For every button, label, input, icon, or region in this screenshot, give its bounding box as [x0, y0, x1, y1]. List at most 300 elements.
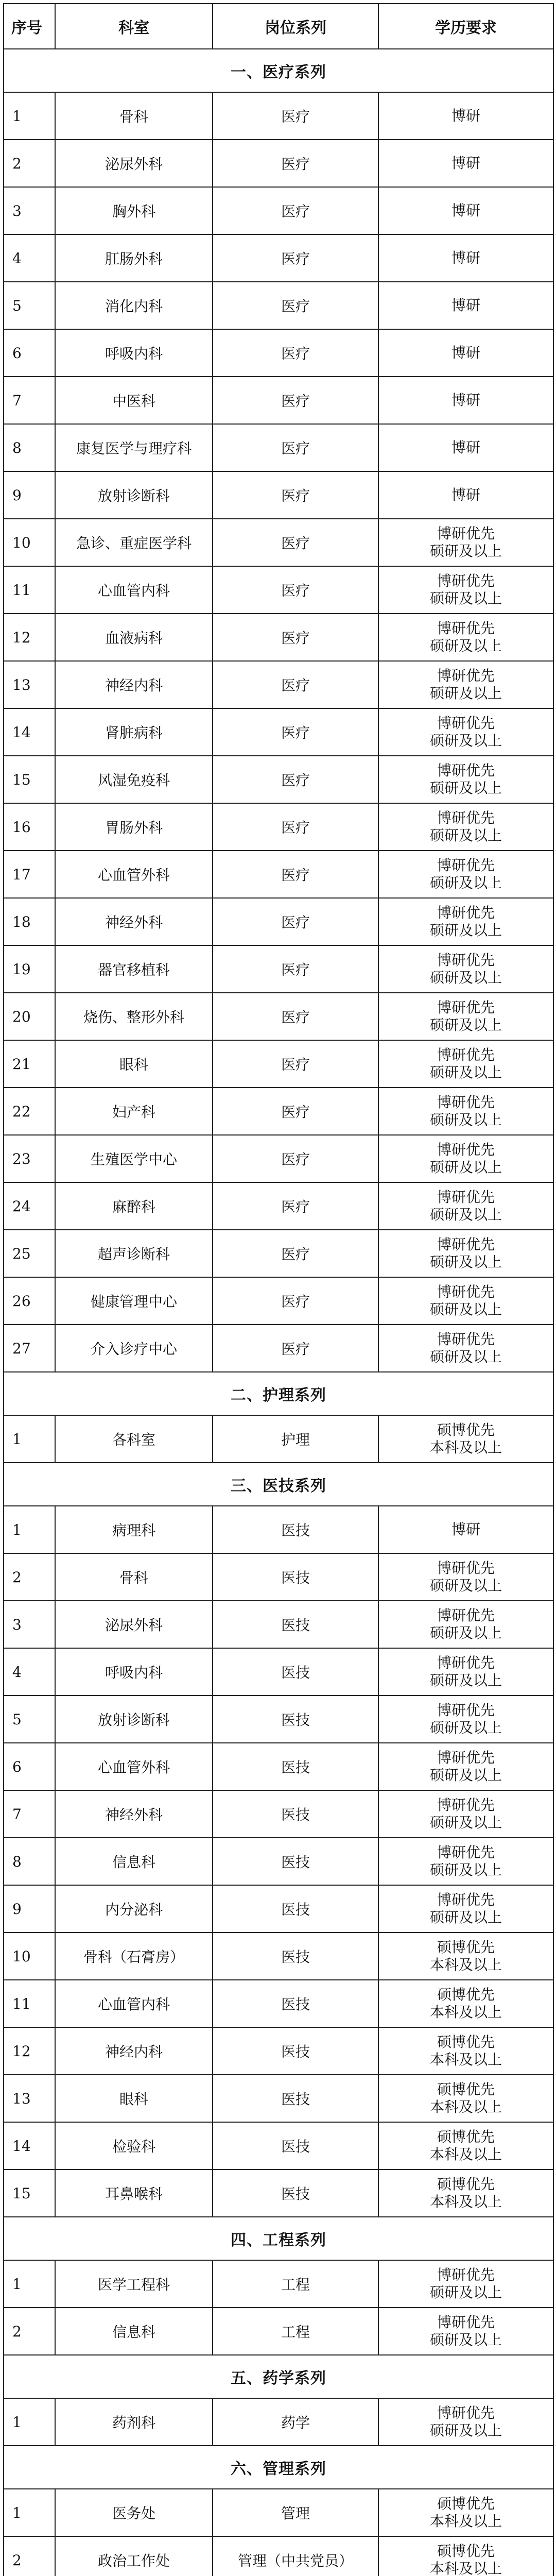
section-title: 二、护理系列	[4, 1372, 553, 1415]
row-education	[378, 1230, 553, 1277]
row-education	[378, 2489, 553, 2536]
row-index: 16	[4, 803, 55, 851]
row-position-series: 医疗	[213, 1088, 378, 1135]
row-index: 8	[4, 424, 55, 471]
row-position-series: 医疗	[213, 756, 378, 803]
education-line: 硕博优先	[437, 2033, 495, 2050]
row-education	[378, 1601, 553, 1648]
row-index: 10	[4, 519, 55, 566]
table-row	[4, 708, 553, 756]
education-line: 硕研及以上	[429, 1016, 502, 1033]
education-line: 博研优先	[437, 1749, 495, 1766]
row-index: 12	[4, 2027, 55, 2075]
table-row	[4, 519, 553, 566]
row-education	[378, 140, 553, 187]
row-education	[378, 1506, 553, 1553]
row-position-series: 医疗	[213, 282, 378, 329]
education-line: 博研优先	[437, 999, 495, 1016]
table-row	[4, 424, 553, 471]
education-line: 硕研及以上	[429, 1159, 502, 1176]
row-education	[378, 1980, 553, 2027]
row-position-series: 医疗	[213, 471, 378, 519]
education-line: 博研优先	[437, 572, 495, 589]
row-department: 生殖医学中心	[55, 1135, 213, 1182]
row-index: 5	[4, 1696, 55, 1743]
table-row	[4, 2398, 553, 2446]
row-education	[378, 1325, 553, 1372]
row-position-series: 医技	[213, 1743, 378, 1790]
row-position-series: 医疗	[213, 329, 378, 377]
row-position-series: 医疗	[213, 140, 378, 187]
row-department: 耳鼻喉科	[55, 2170, 213, 2217]
table-row	[4, 1743, 553, 1790]
education-line: 本科及以上	[429, 2051, 502, 2068]
education-line: 硕研及以上	[429, 1206, 502, 1223]
row-education	[378, 1088, 553, 1135]
row-department: 信息科	[55, 2308, 213, 2355]
row-education	[378, 803, 553, 851]
table-row	[4, 1933, 553, 1980]
row-position-series: 医疗	[213, 993, 378, 1040]
table-row	[4, 945, 553, 993]
row-education	[378, 1277, 553, 1325]
row-department: 呼吸内科	[55, 329, 213, 377]
row-position-series: 医疗	[213, 1325, 378, 1372]
row-position-series: 医疗	[213, 1230, 378, 1277]
row-index: 9	[4, 471, 55, 519]
table-row	[4, 471, 553, 519]
education-line: 硕研及以上	[429, 779, 502, 796]
row-department: 心血管外科	[55, 851, 213, 898]
row-department: 胸外科	[55, 187, 213, 234]
education-line: 硕研及以上	[429, 874, 502, 891]
row-education	[378, 2308, 553, 2355]
row-education	[378, 1182, 553, 1230]
table-header-row	[4, 4, 553, 49]
row-position-series: 医疗	[213, 566, 378, 614]
row-education	[378, 329, 553, 377]
row-department: 心血管内科	[55, 1980, 213, 2027]
row-education	[378, 1135, 553, 1182]
row-education	[378, 1415, 553, 1463]
row-position-series: 医技	[213, 1506, 378, 1553]
section-header-row	[4, 1372, 553, 1415]
row-position-series: 医技	[213, 2027, 378, 2075]
row-position-series: 医疗	[213, 661, 378, 708]
row-index: 1	[4, 2398, 55, 2446]
table-row	[4, 1980, 553, 2027]
row-index: 14	[4, 2122, 55, 2170]
education-line: 博研优先	[437, 1236, 495, 1253]
section-header-row	[4, 2217, 553, 2260]
education-line: 本科及以上	[429, 2513, 502, 2530]
row-position-series: 医技	[213, 1601, 378, 1648]
row-department: 器官移植科	[55, 945, 213, 993]
table-body	[4, 49, 553, 2576]
row-education	[378, 1790, 553, 1838]
row-education	[378, 92, 553, 140]
row-index: 2	[4, 2536, 55, 2576]
row-index: 27	[4, 1325, 55, 1372]
table-row	[4, 1506, 553, 1553]
education-line: 博研优先	[437, 1797, 495, 1814]
row-department: 放射诊断科	[55, 1696, 213, 1743]
row-education	[378, 1696, 553, 1743]
education-line: 本科及以上	[429, 1956, 502, 1973]
row-education	[378, 1933, 553, 1980]
row-department: 眼科	[55, 1040, 213, 1088]
table-row	[4, 187, 553, 234]
row-education	[378, 2398, 553, 2446]
row-position-series: 医技	[213, 2122, 378, 2170]
row-department: 健康管理中心	[55, 1277, 213, 1325]
row-education	[378, 2260, 553, 2308]
recruitment-table	[3, 3, 554, 2576]
row-department: 介入诊疗中心	[55, 1325, 213, 1372]
row-education	[378, 1040, 553, 1088]
row-department: 肛肠外科	[55, 234, 213, 282]
row-position-series: 医疗	[213, 187, 378, 234]
row-education	[378, 424, 553, 471]
table-row	[4, 377, 553, 424]
row-index: 20	[4, 993, 55, 1040]
education-line: 博研优先	[437, 1607, 495, 1624]
table-row	[4, 2308, 553, 2355]
education-line: 硕博优先	[437, 2128, 495, 2145]
row-position-series: 医技	[213, 1980, 378, 2027]
row-department: 风湿免疫科	[55, 756, 213, 803]
education-line: 博研	[451, 439, 480, 456]
education-line: 硕研及以上	[429, 1909, 502, 1926]
education-line: 硕研及以上	[429, 1861, 502, 1878]
education-line: 硕研及以上	[429, 637, 502, 654]
education-line: 博研优先	[437, 1560, 495, 1577]
education-line: 硕博优先	[437, 2543, 495, 2560]
education-line: 博研优先	[437, 809, 495, 826]
table-row	[4, 1415, 553, 1463]
row-department: 泌尿外科	[55, 1601, 213, 1648]
row-education	[378, 1648, 553, 1696]
row-position-series: 药学	[213, 2398, 378, 2446]
row-education	[378, 708, 553, 756]
row-department: 神经内科	[55, 2027, 213, 2075]
row-education	[378, 1885, 553, 1933]
section-header-row	[4, 1463, 553, 1506]
education-line: 博研优先	[437, 1046, 495, 1063]
education-line: 博研	[451, 249, 480, 266]
row-education	[378, 519, 553, 566]
table-row	[4, 1648, 553, 1696]
row-position-series: 医技	[213, 1648, 378, 1696]
row-education	[378, 1743, 553, 1790]
education-line: 博研优先	[437, 2266, 495, 2283]
row-education	[378, 614, 553, 661]
education-line: 博研优先	[437, 2314, 495, 2331]
row-position-series: 医疗	[213, 234, 378, 282]
row-department: 骨科（石膏房）	[55, 1933, 213, 1980]
education-line: 硕研及以上	[429, 1064, 502, 1081]
row-position-series: 医技	[213, 2170, 378, 2217]
table-row	[4, 2027, 553, 2075]
table-row	[4, 1040, 553, 1088]
table-row	[4, 1182, 553, 1230]
table-row	[4, 803, 553, 851]
row-department: 胃肠外科	[55, 803, 213, 851]
table-row	[4, 1885, 553, 1933]
section-header-row	[4, 2446, 553, 2489]
row-department: 政治工作处	[55, 2536, 213, 2576]
education-line: 博研优先	[437, 525, 495, 542]
education-line: 博研	[451, 297, 480, 314]
row-index: 1	[4, 2489, 55, 2536]
row-department: 烧伤、整形外科	[55, 993, 213, 1040]
section-header-row	[4, 49, 553, 92]
table-row	[4, 2536, 553, 2576]
header-education: 学历要求	[378, 4, 553, 49]
row-index: 13	[4, 661, 55, 708]
row-index: 11	[4, 566, 55, 614]
education-line: 本科及以上	[429, 1439, 502, 1456]
row-index: 1	[4, 92, 55, 140]
row-department: 消化内科	[55, 282, 213, 329]
education-line: 硕博优先	[437, 1986, 495, 2003]
row-index: 17	[4, 851, 55, 898]
row-position-series: 医疗	[213, 1277, 378, 1325]
row-index: 2	[4, 140, 55, 187]
table-row	[4, 329, 553, 377]
row-index: 7	[4, 377, 55, 424]
education-line: 博研优先	[437, 667, 495, 684]
header-department: 科室	[55, 4, 213, 49]
row-index: 4	[4, 1648, 55, 1696]
table-row	[4, 92, 553, 140]
education-line: 博研优先	[437, 1891, 495, 1908]
education-line: 博研优先	[437, 1844, 495, 1861]
row-education	[378, 566, 553, 614]
row-education	[378, 2536, 553, 2576]
row-education	[378, 234, 553, 282]
table-row	[4, 1230, 553, 1277]
row-education	[378, 851, 553, 898]
row-department: 医务处	[55, 2489, 213, 2536]
education-line: 硕研及以上	[429, 1253, 502, 1270]
education-line: 博研	[451, 1521, 480, 1538]
row-department: 内分泌科	[55, 1885, 213, 1933]
row-education	[378, 993, 553, 1040]
education-line: 硕研及以上	[429, 1672, 502, 1689]
education-line: 硕研及以上	[429, 922, 502, 939]
table-row	[4, 1790, 553, 1838]
education-line: 博研优先	[437, 952, 495, 969]
row-department: 放射诊断科	[55, 471, 213, 519]
education-line: 硕研及以上	[429, 2284, 502, 2301]
table-row	[4, 1277, 553, 1325]
header-index: 序号	[4, 4, 55, 49]
row-department: 血液病科	[55, 614, 213, 661]
row-index: 4	[4, 234, 55, 282]
table-row	[4, 140, 553, 187]
table-row	[4, 2170, 553, 2217]
row-index: 1	[4, 1506, 55, 1553]
row-index: 5	[4, 282, 55, 329]
row-department: 眼科	[55, 2075, 213, 2122]
row-index: 13	[4, 2075, 55, 2122]
row-department: 康复医学与理疗科	[55, 424, 213, 471]
row-department: 信息科	[55, 1838, 213, 1885]
row-index: 1	[4, 1415, 55, 1463]
row-position-series: 医技	[213, 1933, 378, 1980]
row-position-series: 医疗	[213, 1040, 378, 1088]
education-line: 博研优先	[437, 1331, 495, 1348]
table-row	[4, 898, 553, 945]
row-education	[378, 756, 553, 803]
row-department: 医学工程科	[55, 2260, 213, 2308]
education-line: 硕研及以上	[429, 732, 502, 749]
education-line: 博研优先	[437, 715, 495, 732]
row-position-series: 管理（中共党员）	[213, 2536, 378, 2576]
education-line: 博研	[451, 107, 480, 124]
section-title: 三、医技系列	[4, 1463, 553, 1506]
table-row	[4, 2075, 553, 2122]
education-line: 硕研及以上	[429, 2422, 502, 2439]
row-department: 检验科	[55, 2122, 213, 2170]
row-education	[378, 282, 553, 329]
table-row	[4, 661, 553, 708]
education-line: 博研优先	[437, 2404, 495, 2421]
table-row	[4, 1135, 553, 1182]
row-index: 22	[4, 1088, 55, 1135]
section-title: 一、医疗系列	[4, 49, 553, 92]
row-index: 9	[4, 1885, 55, 1933]
row-position-series: 医技	[213, 2075, 378, 2122]
row-index: 23	[4, 1135, 55, 1182]
table-row	[4, 234, 553, 282]
row-department: 神经外科	[55, 1790, 213, 1838]
education-line: 博研优先	[437, 857, 495, 874]
education-line: 博研优先	[437, 762, 495, 779]
education-line: 博研优先	[437, 1283, 495, 1300]
row-position-series: 医技	[213, 1696, 378, 1743]
education-line: 硕研及以上	[429, 543, 502, 560]
row-index: 12	[4, 614, 55, 661]
section-title: 六、管理系列	[4, 2446, 553, 2489]
table-row	[4, 2122, 553, 2170]
row-index: 24	[4, 1182, 55, 1230]
row-department: 急诊、重症医学科	[55, 519, 213, 566]
table-row	[4, 614, 553, 661]
education-line: 博研	[451, 486, 480, 503]
row-position-series: 医技	[213, 1885, 378, 1933]
row-index: 6	[4, 329, 55, 377]
education-line: 硕研及以上	[429, 2331, 502, 2348]
education-line: 博研优先	[437, 1702, 495, 1719]
table-row	[4, 282, 553, 329]
row-position-series: 医疗	[213, 519, 378, 566]
education-line: 硕博优先	[437, 2081, 495, 2098]
table-row	[4, 1553, 553, 1601]
table-row	[4, 1325, 553, 1372]
section-title: 五、药学系列	[4, 2355, 553, 2398]
row-position-series: 医技	[213, 1790, 378, 1838]
row-education	[378, 471, 553, 519]
education-line: 硕研及以上	[429, 1577, 502, 1594]
education-line: 硕研及以上	[429, 1111, 502, 1128]
row-department: 骨科	[55, 1553, 213, 1601]
education-line: 博研	[451, 344, 480, 361]
education-line: 硕博优先	[437, 1421, 495, 1438]
row-index: 6	[4, 1743, 55, 1790]
row-position-series: 医疗	[213, 92, 378, 140]
row-index: 21	[4, 1040, 55, 1088]
row-department: 神经外科	[55, 898, 213, 945]
row-index: 1	[4, 2260, 55, 2308]
education-line: 博研	[451, 155, 480, 172]
row-position-series: 护理	[213, 1415, 378, 1463]
row-education	[378, 898, 553, 945]
education-line: 硕研及以上	[429, 1814, 502, 1831]
row-department: 药剂科	[55, 2398, 213, 2446]
education-line: 博研优先	[437, 1141, 495, 1158]
education-line: 硕研及以上	[429, 1301, 502, 1318]
row-department: 中医科	[55, 377, 213, 424]
row-index: 8	[4, 1838, 55, 1885]
education-line: 本科及以上	[429, 2193, 502, 2210]
education-line: 本科及以上	[429, 2560, 502, 2576]
row-education	[378, 187, 553, 234]
education-line: 博研优先	[437, 620, 495, 637]
table-row	[4, 566, 553, 614]
header-position-series: 岗位系列	[213, 4, 378, 49]
row-index: 26	[4, 1277, 55, 1325]
row-education	[378, 377, 553, 424]
row-position-series: 医疗	[213, 614, 378, 661]
education-line: 硕研及以上	[429, 827, 502, 844]
row-position-series: 医疗	[213, 1135, 378, 1182]
row-position-series: 医疗	[213, 945, 378, 993]
row-position-series: 医疗	[213, 377, 378, 424]
row-position-series: 医疗	[213, 1182, 378, 1230]
education-line: 硕研及以上	[429, 1767, 502, 1784]
row-index: 7	[4, 1790, 55, 1838]
row-index: 25	[4, 1230, 55, 1277]
row-department: 骨科	[55, 92, 213, 140]
education-line: 硕研及以上	[429, 969, 502, 986]
row-department: 超声诊断科	[55, 1230, 213, 1277]
row-position-series: 医疗	[213, 424, 378, 471]
table-row	[4, 2260, 553, 2308]
row-index: 2	[4, 2308, 55, 2355]
education-line: 硕研及以上	[429, 590, 502, 607]
row-index: 10	[4, 1933, 55, 1980]
row-index: 2	[4, 1553, 55, 1601]
row-department: 泌尿外科	[55, 140, 213, 187]
row-education	[378, 2122, 553, 2170]
row-position-series: 医技	[213, 1553, 378, 1601]
education-line: 本科及以上	[429, 2004, 502, 2021]
row-education	[378, 1553, 553, 1601]
education-line: 博研优先	[437, 1189, 495, 1206]
row-index: 3	[4, 187, 55, 234]
row-department: 病理科	[55, 1506, 213, 1553]
row-position-series: 医疗	[213, 803, 378, 851]
row-department: 妇产科	[55, 1088, 213, 1135]
education-line: 博研优先	[437, 1094, 495, 1111]
row-position-series: 医疗	[213, 898, 378, 945]
table-row	[4, 1601, 553, 1648]
row-education	[378, 2027, 553, 2075]
row-department: 心血管内科	[55, 566, 213, 614]
row-position-series: 管理	[213, 2489, 378, 2536]
